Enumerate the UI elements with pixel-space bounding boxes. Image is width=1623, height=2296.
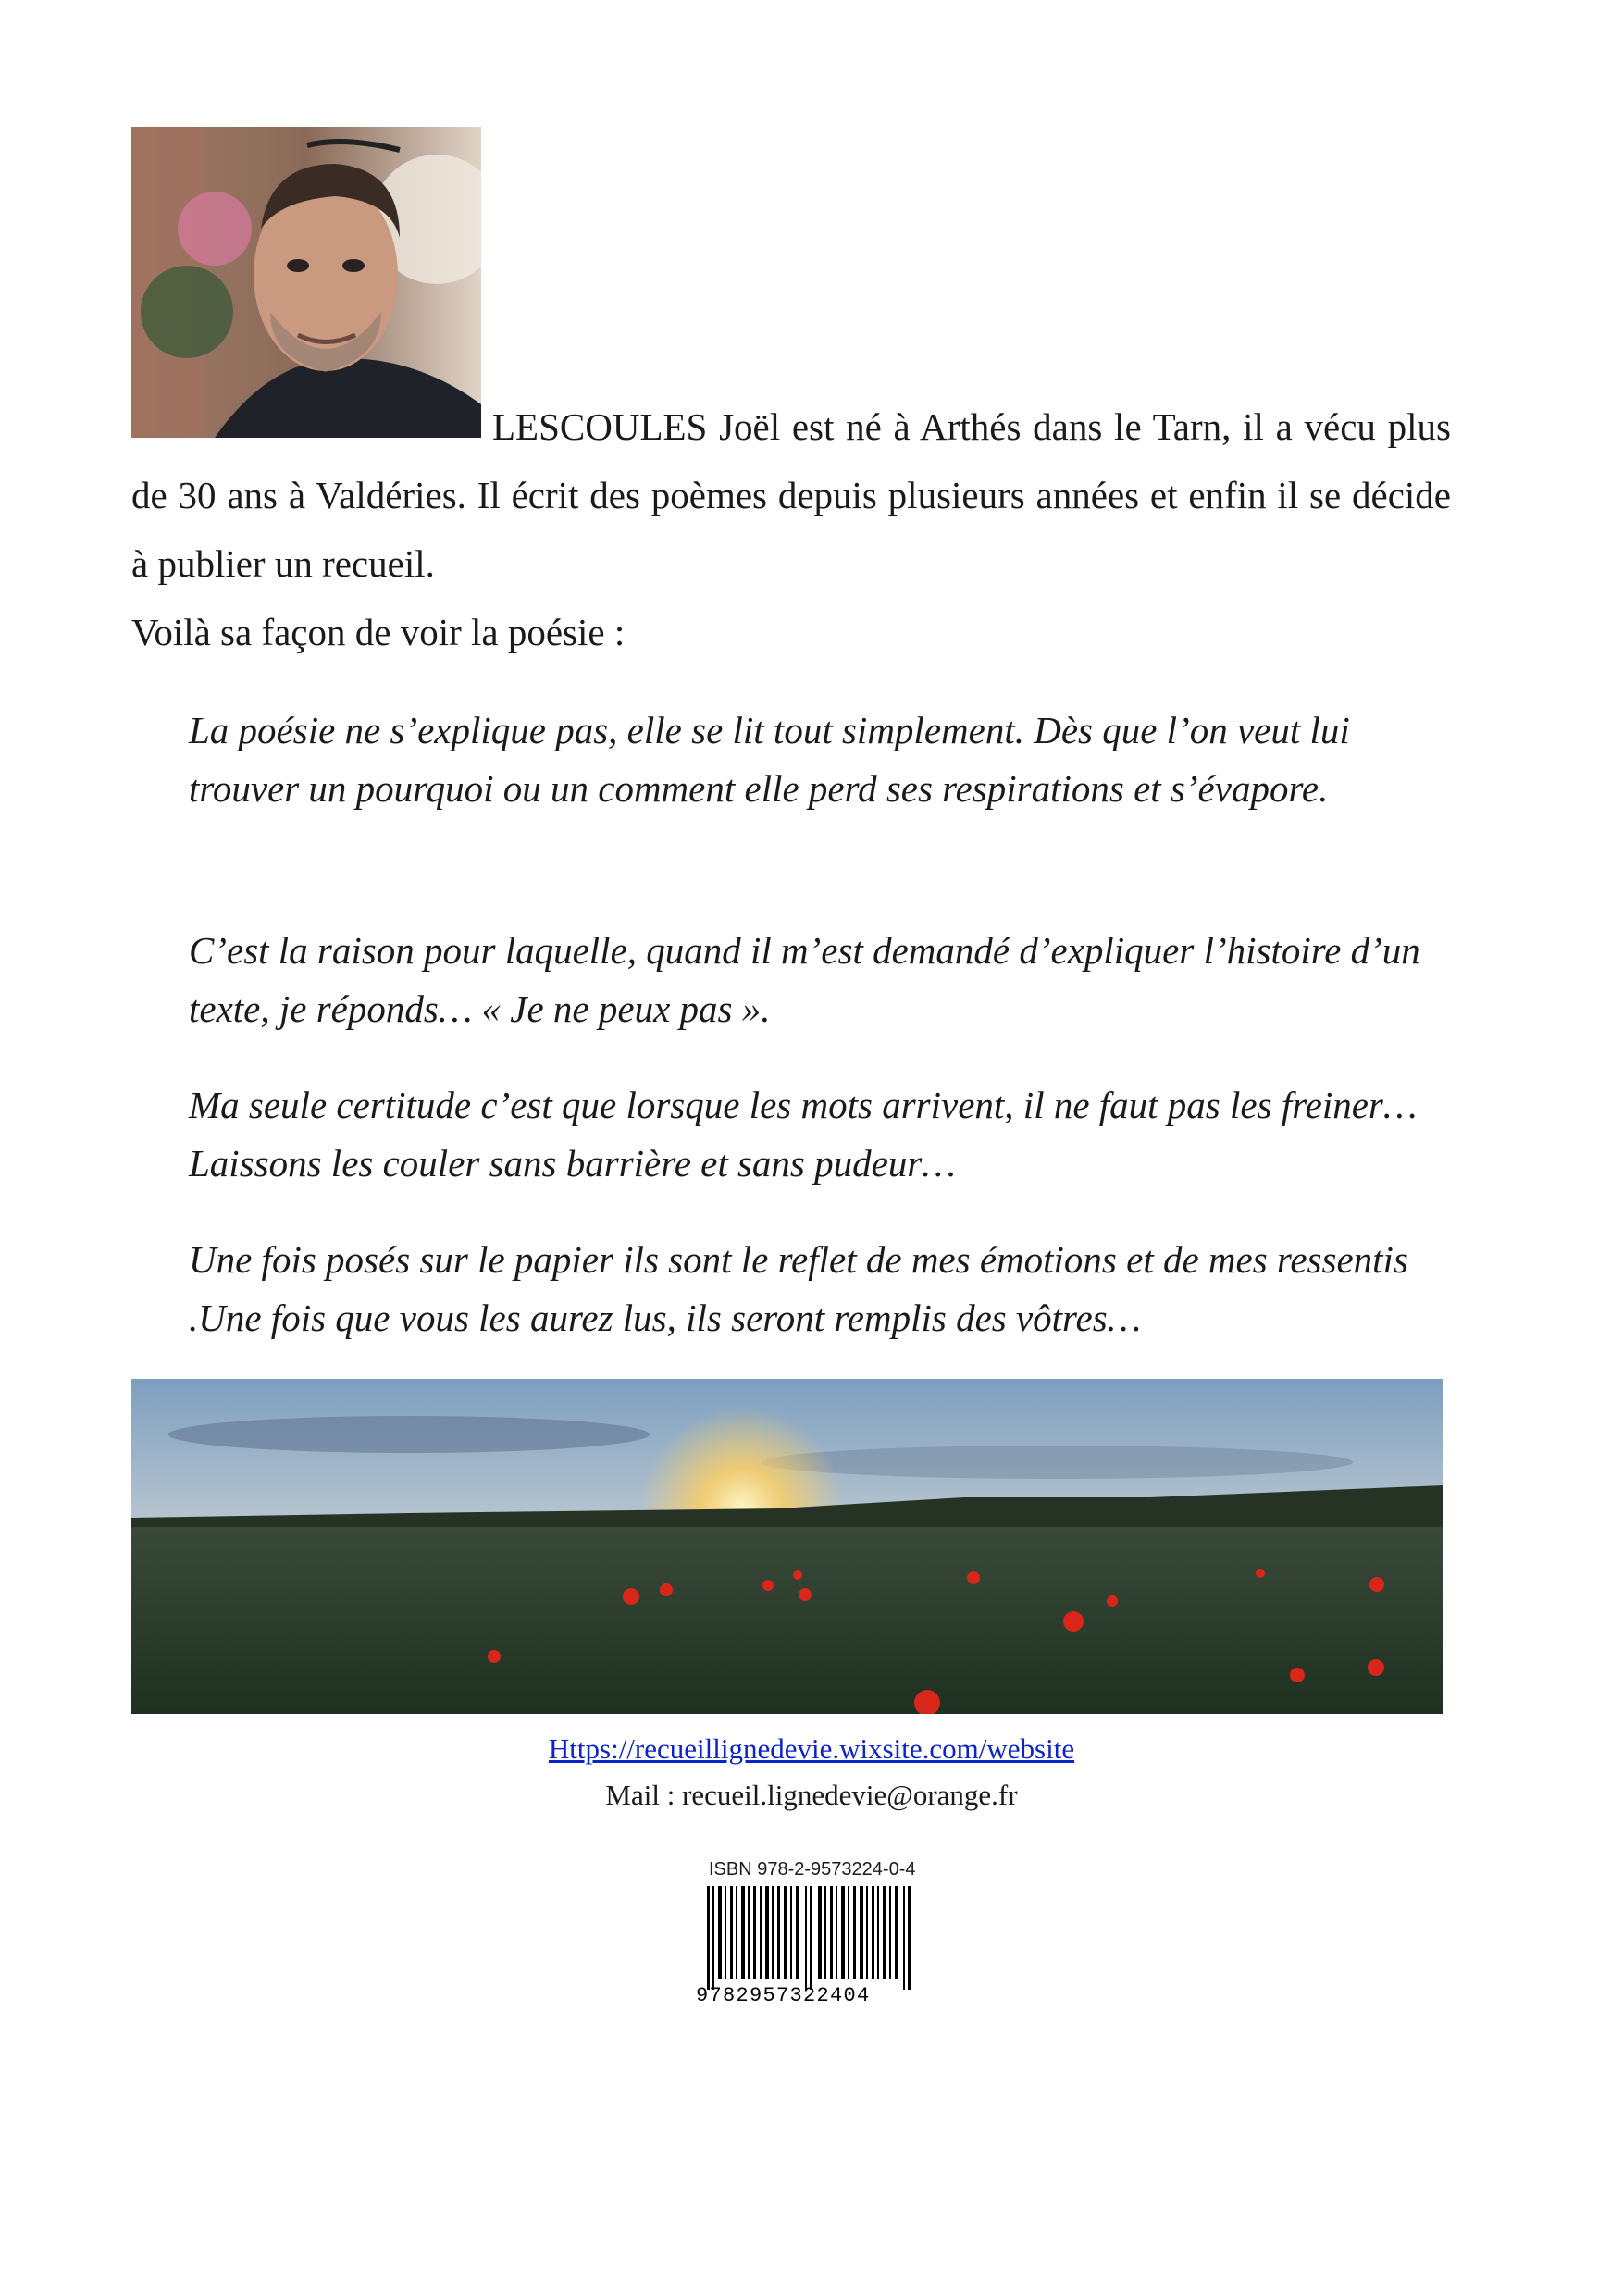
mail-address: Mail : recueil.lignedevie@orange.fr <box>605 1779 1018 1811</box>
author-photo <box>131 127 481 438</box>
isbn-label: ISBN 978-2-9573224-0-4 <box>709 1859 916 1880</box>
quote-paragraph: Ma seule certitude c’est que lorsque les mots arrivent, il ne faut pas les freiner…Laissons les couler sans barrière et sans pudeur… <box>189 1084 1418 1185</box>
quote-paragraph: La poésie ne s’explique pas, elle se lit tout simplement. Dès que l’on veut lui trouver un pourquoi ou un comment elle perd ses respirations et s’évapore. <box>189 709 1350 810</box>
website-link[interactable]: Https://recueillignedevie.wixsite.com/website <box>548 1732 1075 1765</box>
isbn-barcode <box>696 1886 927 2004</box>
bio-text: LESCOULES Joël est né à Arthés dans le Tarn, il a vécu plus de 30 ans à Valdéries. Il écrit des poèmes depuis plusieurs années et enfin il se décide à publier un recueil. <box>131 405 1451 585</box>
bio-paragraph <box>131 392 1451 598</box>
bio-closing-line: Voilà sa façon de voir la poésie : <box>131 611 626 653</box>
quote-paragraph: C’est la raison pour laquelle, quand il m’est demandé d’expliquer l’histoire d’un texte, je réponds… « Je ne peux pas ». <box>189 929 1420 1030</box>
quote-paragraph: Une fois posés sur le papier ils sont le reflet de mes émotions et de mes ressentis .Une fois que vous les aurez lus, ils seront remplis des vôtres… <box>189 1238 1408 1339</box>
sunset-poppy-field-image <box>131 1379 1443 1714</box>
isbn-digits: 9782957322404 <box>696 1984 871 2004</box>
